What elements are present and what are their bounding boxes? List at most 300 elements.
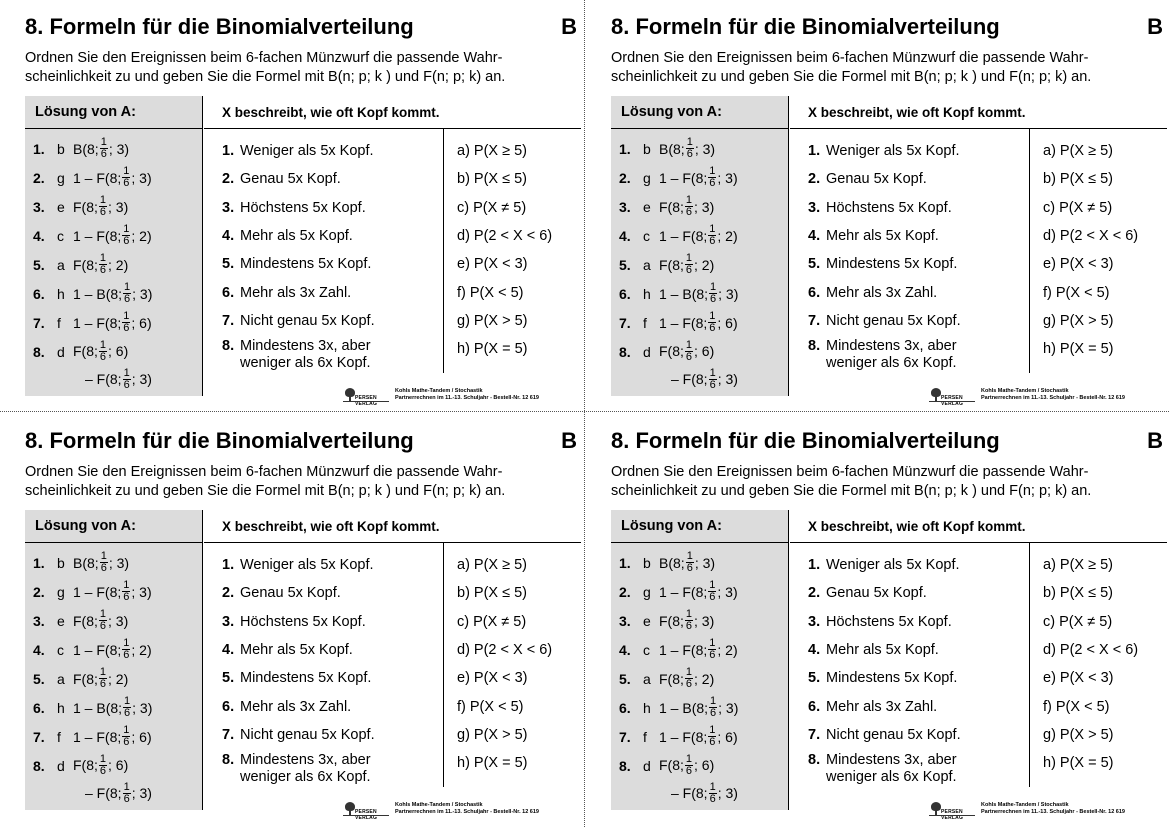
fraction-denominator: 6 [100, 148, 107, 160]
footer-line: Partnerrechnen im 11.-13. Schuljahr - Bestell-Nr. 12 619 [395, 395, 539, 401]
card-intro [611, 49, 1151, 87]
event-row [222, 551, 452, 579]
events-header [204, 510, 581, 543]
solution-letter: f [57, 314, 61, 331]
event-text: Höchstens 5x Kopf. [826, 199, 952, 216]
footer-text [395, 388, 539, 402]
event-number: 3. [222, 199, 235, 216]
event-text: Genau 5x Kopf. [240, 171, 341, 188]
formula-pre: F(8; [659, 256, 684, 273]
event-row [808, 250, 1038, 278]
event-number: 7. [222, 726, 235, 743]
formula-line [73, 751, 152, 779]
card-footer [343, 388, 539, 407]
probability-item: e) P(X < 3) [1043, 256, 1114, 273]
solution-number: 3. [619, 612, 631, 629]
solution-letter: c [57, 641, 64, 658]
publisher-logo-text: PERSEN VERLAG [941, 809, 964, 821]
solution-row [33, 548, 203, 577]
card-footer [929, 802, 1125, 821]
event-text: Weniger als 5x Kopf. [826, 557, 960, 574]
event-text: Nicht genau 5x Kopf. [240, 312, 375, 329]
fraction-denominator: 6 [123, 177, 130, 189]
probability-item: f) P(X < 5) [1043, 698, 1110, 715]
event-text: Nicht genau 5x Kopf. [826, 726, 961, 743]
fraction-numerator: 1 [685, 666, 693, 678]
solution-number: 7. [33, 314, 45, 331]
fraction-denominator: 6 [99, 264, 107, 276]
fraction-one-sixth [709, 368, 717, 391]
fraction-denominator: 6 [124, 293, 131, 305]
formula-line [659, 779, 738, 807]
solution-number: 4. [33, 641, 45, 658]
event-row [808, 664, 1038, 692]
solution-row [33, 279, 203, 308]
fraction-one-sixth [122, 725, 130, 748]
probability-item: h) P(X = 5) [1043, 755, 1114, 772]
fraction-one-sixth [708, 166, 716, 189]
solution-letter: h [57, 285, 65, 302]
solution-row [619, 163, 789, 192]
event-text: Genau 5x Kopf. [826, 171, 927, 188]
solution-letter: b [57, 140, 65, 157]
formula-pre: F(8; [73, 670, 98, 687]
solution-letter: b [643, 554, 651, 571]
solution-letter: c [643, 641, 650, 658]
fraction-one-sixth [99, 609, 107, 632]
solution-number: 8. [33, 344, 45, 360]
event-text: Höchstens 5x Kopf. [240, 199, 366, 216]
formula-pre: B(8; [659, 140, 685, 157]
event-number: 3. [222, 613, 235, 630]
probability-list [1043, 137, 1167, 363]
formula-post: ; 6) [694, 757, 715, 773]
horizontal-cut-line [0, 411, 1169, 412]
event-text: Mehr als 3x Zahl. [826, 698, 938, 715]
event-row [808, 608, 1038, 636]
event-row [222, 194, 452, 222]
formula-post: ; 3) [108, 612, 129, 629]
solution-number: 8. [33, 758, 45, 774]
probability-item: c) P(X ≠ 5) [457, 613, 527, 630]
event-text-line: weniger als 6x Kopf. [826, 769, 957, 786]
event-row [808, 579, 1038, 607]
card-badge: B [1147, 14, 1163, 39]
solution-row [619, 693, 789, 722]
probability-item: b) P(X ≤ 5) [1043, 171, 1114, 188]
event-text: Genau 5x Kopf. [826, 585, 927, 602]
solution-letter: c [643, 227, 650, 244]
event-text [826, 752, 957, 786]
event-list [222, 137, 452, 372]
solution-row [619, 337, 789, 397]
formula-line [73, 365, 152, 393]
formula-post: ; 2) [108, 670, 129, 687]
fraction-one-sixth [123, 782, 131, 805]
formula-post: ; 2) [717, 227, 738, 244]
event-text: Mindestens 5x Kopf. [240, 670, 372, 687]
event-text-line: Mindestens 3x, aber [826, 338, 957, 355]
solution-letter: f [643, 314, 647, 331]
solution-row [619, 192, 789, 221]
solution-row [619, 751, 789, 811]
formula-post: ; 6) [131, 728, 152, 745]
footer-text [981, 388, 1125, 402]
event-text: Höchstens 5x Kopf. [240, 613, 366, 630]
formula-pre: 1 – B(8; [659, 699, 709, 716]
solution-number: 6. [33, 699, 45, 716]
solution-number: 6. [33, 285, 45, 302]
formula-pre: – F(8; [671, 371, 708, 387]
fraction-numerator: 1 [710, 281, 717, 293]
fraction-numerator: 1 [123, 165, 130, 177]
solution-number: 5. [619, 670, 631, 687]
formula-post: ; 6) [694, 343, 715, 359]
event-row [808, 137, 1038, 165]
fraction-numerator: 1 [709, 165, 716, 177]
formula-pre: B(8; [73, 140, 99, 157]
solution-header-label: Lösung von A: [621, 518, 722, 534]
solution-number: 5. [619, 256, 631, 273]
formula-post: ; 3) [718, 285, 739, 302]
footer-line: Partnerrechnen im 11.-13. Schuljahr - Bestell-Nr. 12 619 [981, 395, 1125, 401]
intro-line: scheinlichkeit zu und geben Sie die Formel mit B(n; p; k ) und F(n; p; k) an. [25, 69, 506, 85]
formula-post: ; 3) [131, 169, 152, 186]
probability-item: c) P(X ≠ 5) [457, 199, 527, 216]
solution-header [611, 96, 788, 129]
card-badge: B [561, 14, 577, 39]
worksheet-card [25, 10, 581, 410]
event-row [222, 335, 452, 372]
fraction-numerator: 1 [686, 136, 693, 148]
solution-list [33, 134, 203, 397]
solution-formula [73, 337, 152, 393]
formula-pre: F(8; [659, 612, 684, 629]
event-row [808, 749, 1038, 786]
probability-item: a) P(X ≥ 5) [1043, 143, 1114, 160]
solution-number: 5. [33, 256, 45, 273]
fraction-one-sixth [708, 224, 716, 247]
event-row [808, 222, 1038, 250]
event-text: Nicht genau 5x Kopf. [240, 726, 375, 743]
solution-row [33, 751, 203, 811]
solution-list [619, 548, 789, 811]
formula-pre: 1 – B(8; [659, 285, 709, 302]
solution-row [33, 221, 203, 250]
formula-post: ; 2) [694, 256, 715, 273]
probability-item: h) P(X = 5) [457, 341, 528, 358]
solution-letter: h [643, 699, 651, 716]
formula-pre: B(8; [659, 554, 685, 571]
event-row [808, 335, 1038, 372]
formula-post: ; 3) [694, 612, 715, 629]
solution-row [619, 577, 789, 606]
solution-row [33, 722, 203, 751]
fraction-numerator: 1 [100, 136, 107, 148]
card-title: 8. Formeln für die Binomialverteilung [611, 14, 1000, 39]
card-badge: B [1147, 428, 1163, 453]
solution-letter: g [643, 169, 651, 186]
fraction-one-sixth [99, 253, 107, 276]
event-number: 4. [808, 228, 821, 245]
formula-post: ; 3) [717, 785, 738, 801]
solution-row [33, 250, 203, 279]
formula-post: ; 3) [131, 583, 152, 600]
fraction-denominator: 6 [686, 148, 693, 160]
solution-number: 1. [33, 140, 45, 157]
event-text: Mehr als 3x Zahl. [240, 284, 352, 301]
formula-pre: 1 – F(8; [73, 314, 122, 331]
formula-post: ; 3) [132, 699, 153, 716]
events-header [204, 96, 581, 129]
fraction-numerator: 1 [685, 752, 693, 765]
event-number: 4. [808, 642, 821, 659]
event-number: 2. [808, 585, 821, 602]
column-divider [443, 542, 444, 787]
solution-number: 1. [619, 140, 631, 157]
formula-pre: – F(8; [85, 371, 122, 387]
formula-post: ; 6) [108, 757, 129, 773]
formula-pre: F(8; [659, 670, 684, 687]
fraction-numerator: 1 [709, 310, 716, 322]
event-text: Mindestens 5x Kopf. [240, 256, 372, 273]
formula-pre: F(8; [659, 198, 684, 215]
formula-pre: B(8; [73, 554, 99, 571]
events-header-label: X beschreibt, wie oft Kopf kommt. [808, 519, 1026, 534]
formula-post: ; 3) [108, 198, 129, 215]
formula-post: ; 3) [131, 785, 152, 801]
probability-item: f) P(X < 5) [457, 284, 524, 301]
event-row [808, 307, 1038, 335]
events-header [790, 510, 1167, 543]
column-divider [1029, 542, 1030, 787]
solution-number: 2. [619, 169, 631, 186]
formula-pre: 1 – F(8; [659, 641, 708, 658]
fraction-numerator: 1 [123, 724, 130, 736]
solution-letter: h [643, 285, 651, 302]
event-row [222, 664, 452, 692]
formula-post: ; 2) [131, 641, 152, 658]
worksheet-card [611, 424, 1167, 824]
solution-header-label: Lösung von A: [621, 104, 722, 120]
solution-row [619, 664, 789, 693]
solution-formula [73, 751, 152, 807]
fraction-one-sixth [99, 195, 107, 218]
probability-item: f) P(X < 5) [457, 698, 524, 715]
fraction-numerator: 1 [709, 637, 716, 649]
solution-number: 7. [619, 314, 631, 331]
probability-item: e) P(X < 3) [1043, 670, 1114, 687]
formula-pre: – F(8; [85, 785, 122, 801]
event-number: 7. [808, 312, 821, 329]
fraction-one-sixth [685, 667, 693, 690]
probability-list [457, 551, 581, 777]
probability-item: a) P(X ≥ 5) [457, 557, 528, 574]
probability-item: c) P(X ≠ 5) [1043, 613, 1113, 630]
formula-line [659, 751, 738, 779]
fraction-denominator: 6 [99, 764, 107, 777]
fraction-one-sixth [122, 166, 130, 189]
probability-item: c) P(X ≠ 5) [1043, 199, 1113, 216]
fraction-denominator: 6 [123, 649, 130, 661]
solution-number: 8. [619, 758, 631, 774]
fraction-numerator: 1 [709, 223, 716, 235]
solution-number: 1. [619, 554, 631, 571]
fraction-one-sixth [122, 311, 130, 334]
fraction-one-sixth [100, 551, 108, 574]
solution-row [619, 279, 789, 308]
events-header [790, 96, 1167, 129]
fraction-one-sixth [123, 282, 131, 305]
fraction-one-sixth [686, 551, 694, 574]
fraction-one-sixth [122, 224, 130, 247]
formula-pre: – F(8; [671, 785, 708, 801]
fraction-numerator: 1 [709, 366, 716, 379]
fraction-numerator: 1 [99, 338, 107, 351]
solution-row [619, 250, 789, 279]
intro-line: scheinlichkeit zu und geben Sie die Formel mit B(n; p; k ) und F(n; p; k) an. [611, 483, 1092, 499]
fraction-numerator: 1 [100, 550, 107, 562]
event-row [808, 721, 1038, 749]
event-number: 8. [808, 338, 821, 355]
formula-post: ; 3) [694, 554, 716, 571]
fraction-numerator: 1 [124, 695, 131, 707]
footer-line: Kohls Mathe-Tandem / Stochastik [981, 388, 1069, 394]
publisher-logo-text: PERSEN VERLAG [355, 395, 378, 407]
event-text: Mehr als 5x Kopf. [240, 228, 353, 245]
solution-number: 6. [619, 285, 631, 302]
event-text [826, 338, 957, 372]
solution-number: 8. [619, 344, 631, 360]
publisher-logo [343, 802, 389, 821]
fraction-denominator: 6 [99, 206, 107, 218]
fraction-denominator: 6 [710, 293, 717, 305]
probability-item: g) P(X > 5) [457, 312, 528, 329]
fraction-numerator: 1 [686, 550, 693, 562]
event-number: 4. [222, 642, 235, 659]
card-badge: B [561, 428, 577, 453]
formula-post: ; 2) [717, 641, 738, 658]
event-text: Weniger als 5x Kopf. [240, 143, 374, 160]
footer-line: Partnerrechnen im 11.-13. Schuljahr - Bestell-Nr. 12 619 [981, 809, 1125, 815]
solution-letter: a [643, 256, 651, 273]
fraction-denominator: 6 [99, 620, 107, 632]
probability-item: f) P(X < 5) [1043, 284, 1110, 301]
formula-line [659, 337, 738, 365]
solution-letter: a [57, 256, 65, 273]
fraction-denominator: 6 [686, 562, 693, 574]
solution-row [33, 134, 203, 163]
probability-item: g) P(X > 5) [1043, 726, 1114, 743]
event-row [808, 194, 1038, 222]
solution-letter: g [643, 583, 651, 600]
event-text [240, 338, 371, 372]
probability-list [457, 137, 581, 363]
event-number: 2. [222, 585, 235, 602]
card-title: 8. Formeln für die Binomialverteilung [25, 428, 414, 453]
solution-letter: b [57, 554, 65, 571]
solution-letter: e [57, 612, 65, 629]
event-list [808, 551, 1038, 786]
event-row [222, 749, 452, 786]
intro-line: scheinlichkeit zu und geben Sie die Formel mit B(n; p; k ) und F(n; p; k) an. [611, 69, 1092, 85]
solution-list [619, 134, 789, 397]
fraction-denominator: 6 [685, 620, 693, 632]
probability-item: b) P(X ≤ 5) [1043, 585, 1114, 602]
fraction-one-sixth [100, 137, 108, 160]
fraction-numerator: 1 [123, 366, 130, 379]
footer-line: Kohls Mathe-Tandem / Stochastik [395, 388, 483, 394]
worksheet-card [611, 10, 1167, 410]
event-row [808, 278, 1038, 306]
event-text-line: Mindestens 3x, aber [240, 338, 371, 355]
solution-row [33, 664, 203, 693]
footer-line: Partnerrechnen im 11.-13. Schuljahr - Bestell-Nr. 12 619 [395, 809, 539, 815]
solution-letter: g [57, 583, 65, 600]
fraction-denominator: 6 [709, 235, 716, 247]
fraction-numerator: 1 [709, 724, 716, 736]
event-row [222, 608, 452, 636]
fraction-numerator: 1 [710, 695, 717, 707]
event-number: 8. [222, 752, 235, 769]
fraction-denominator: 6 [709, 322, 716, 334]
card-title: 8. Formeln für die Binomialverteilung [611, 428, 1000, 453]
event-text: Nicht genau 5x Kopf. [826, 312, 961, 329]
fraction-denominator: 6 [685, 264, 693, 276]
solution-row [33, 606, 203, 635]
solution-letter: c [57, 227, 64, 244]
formula-pre: 1 – F(8; [659, 728, 708, 745]
fraction-denominator: 6 [123, 378, 130, 391]
solution-letter: f [643, 728, 647, 745]
formula-pre: 1 – F(8; [659, 169, 708, 186]
solution-row [619, 722, 789, 751]
event-text [240, 752, 371, 786]
solution-number: 3. [619, 198, 631, 215]
solution-number: 3. [33, 612, 45, 629]
formula-post: ; 3) [717, 169, 738, 186]
formula-post: ; 6) [717, 728, 738, 745]
formula-pre: 1 – F(8; [73, 728, 122, 745]
formula-post: ; 3) [108, 554, 130, 571]
probability-item: h) P(X = 5) [457, 755, 528, 772]
solution-number: 1. [33, 554, 45, 571]
event-number: 1. [808, 557, 821, 574]
solution-letter: d [57, 758, 65, 774]
fraction-one-sixth [708, 580, 716, 603]
event-number: 6. [222, 284, 235, 301]
publisher-logo-text: PERSEN VERLAG [941, 395, 964, 407]
events-header-label: X beschreibt, wie oft Kopf kommt. [222, 519, 440, 534]
event-row [222, 278, 452, 306]
event-number: 4. [222, 228, 235, 245]
formula-pre: 1 – B(8; [73, 699, 123, 716]
fraction-one-sixth [123, 368, 131, 391]
event-list [222, 551, 452, 786]
solution-number: 4. [619, 641, 631, 658]
event-number: 8. [222, 338, 235, 355]
solution-number: 4. [619, 227, 631, 244]
fraction-one-sixth [99, 340, 107, 363]
probability-item: d) P(2 < X < 6) [457, 228, 553, 245]
fraction-numerator: 1 [99, 752, 107, 765]
solution-row [33, 308, 203, 337]
probability-item: g) P(X > 5) [1043, 312, 1114, 329]
event-row [222, 636, 452, 664]
event-text: Mehr als 3x Zahl. [826, 284, 938, 301]
probability-list [1043, 551, 1167, 777]
fraction-denominator: 6 [123, 322, 130, 334]
